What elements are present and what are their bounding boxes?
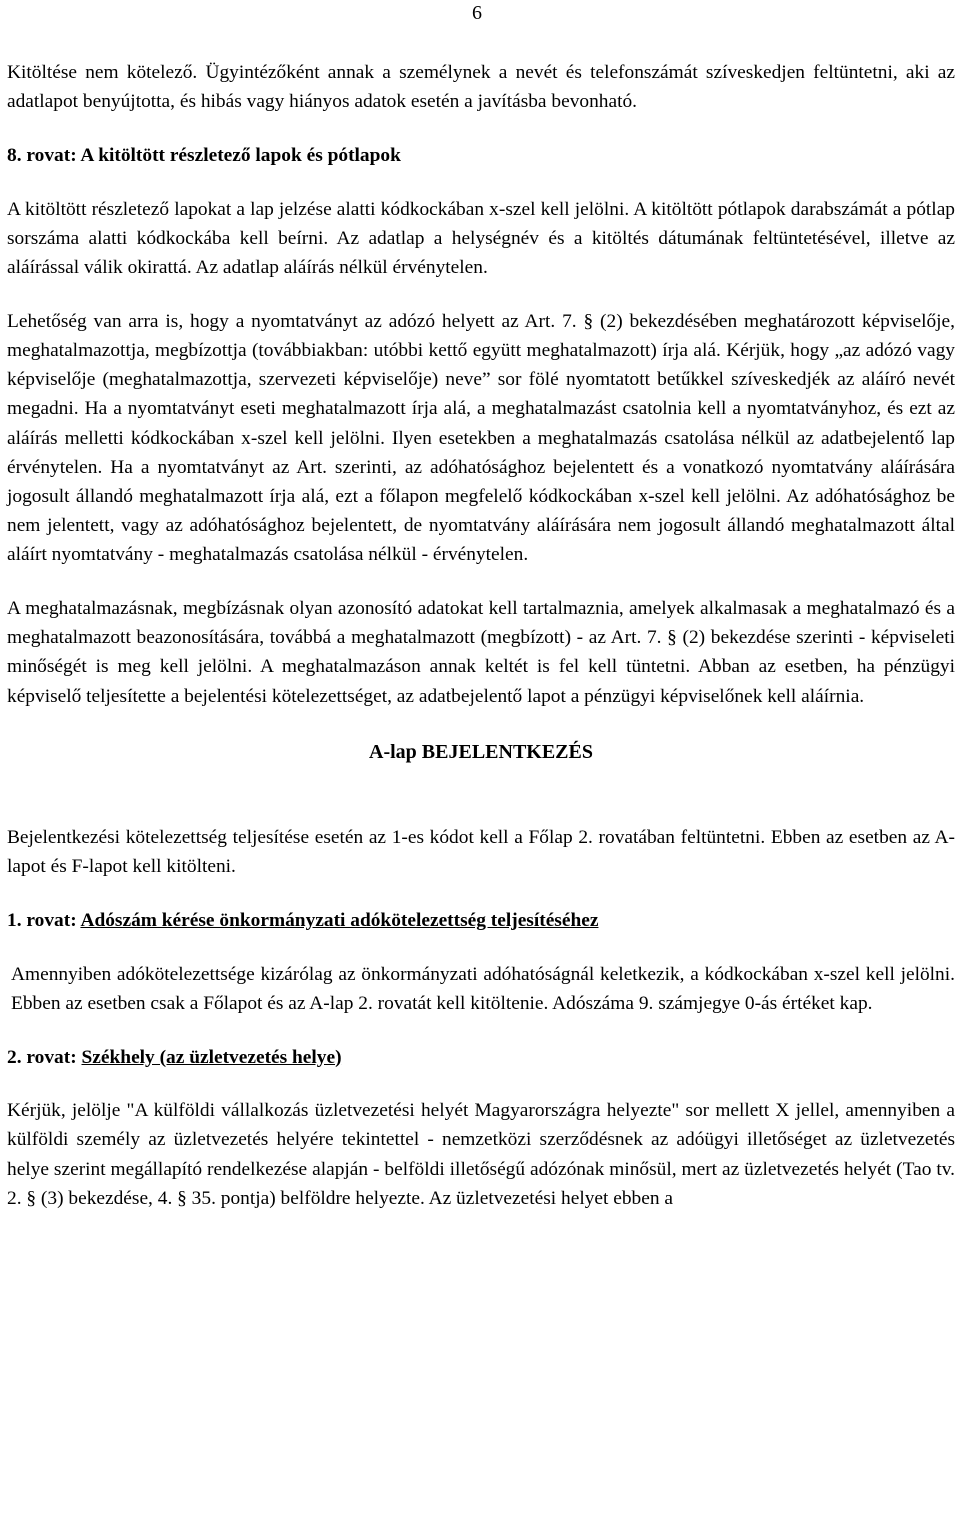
rovat-8-paragraph: A kitöltött részletező lapokat a lap jelzése alatti kódkockában x-szel kell jelölni. A kitöltött pótlapok darabszámát a pótlap sorszáma alatti kódkockába kell beírni. Az adatlap a helységnév és a kitöltés dátumának feltüntetésével, illetve az aláírással válik okirattá. Az adatlap aláírás nélkül érvénytelen. xyxy=(7,198,955,279)
rovat-2-title: Székhely (az üzletvezetés helye) xyxy=(81,1046,342,1068)
page-number: 6 xyxy=(472,2,482,24)
rovat-1-paragraph: Amennyiben adókötelezettsége kizárólag az önkormányzati adóhatóságnál keletkezik, a kódkockában x-szel kell jelölni. Ebben az esetben csak a Főlapot és az A-lap 2. rovatát kell kitöltenie. Adószáma 9. számjegye 0-ás értéket kap. xyxy=(11,963,955,1014)
section-heading-rovat-2 xyxy=(7,1043,955,1072)
rovat-1-prefix: 1. rovat: xyxy=(7,909,81,931)
document-body xyxy=(7,58,955,1238)
rovat-1-title: Adószám kérése önkormányzati adókötelezettség teljesítéséhez xyxy=(80,909,599,931)
a-lap-title: A-lap BEJELENTKEZÉS xyxy=(369,740,593,763)
rovat-2-paragraph: Kérjük, jelölje "A külföldi vállalkozás üzletvezetési helyét Magyarországra helyezte" sor mellett X jellel, amennyiben a külföldi személy az üzletvezetés helyére tekintettel - nemzetközi szerződésnek az adóügyi illetőséget az üzletvezetés helye szerint megállapító rendelkezése alapján - belföldi illetőségű adózónak minősül, mert az üzletvezetés helyét (Tao tv. 2. § (3) bekezdése, 4. § 35. pontja) belföldre helyezte. Az üzletvezetési helyet ebben a xyxy=(7,1100,955,1209)
rovat-2-prefix: 2. rovat: xyxy=(7,1046,82,1068)
section-heading-rovat-8: 8. rovat: A kitöltött részletező lapok és pótlapok xyxy=(7,144,401,166)
lehetoseg-paragraph: Lehetőség van arra is, hogy a nyomtatványt az adózó helyett az Art. 7. § (2) bekezdésében meghatározott képviselője, meghatalmazottja, megbízottja (továbbiakban: utóbbi kettő együtt meghatalmazott) írja alá. Kérjük, hogy „az adózó vagy képviselője (meghatalmazottja, szervezeti képviselője) neve” sor fölé nyomtatott betűkkel szíveskedjék az aláíró nevét megadni. Ha a nyomtatványt eseti meghatalmazott írja alá, a meghatalmazást csatolnia kell a nyomtatványhoz, és ezt az aláírás melletti kódkockában x-szel kell jelölni. Ilyen esetekben a meghatalmazás csatolása nélkül az adatbejelentő lap érvénytelen. Ha a nyomtatványt az Art. szerinti, az adóhatósághoz bejelentett és a vonatkozó nyomtatvány aláírására jogosult állandó meghatalmazott írja alá, ezt a főlapon megfelelő kódkockában x-szel kell jelölni. Az adóhatósághoz be nem jelentett, vagy az adóhatósághoz bejelentett, de nyomtatvány aláírására nem jogosult állandó meghatalmazott által aláírt nyomtatvány - meghatalmazás csatolása nélkül - érvénytelen. xyxy=(7,310,955,566)
section-heading-rovat-1 xyxy=(7,906,955,935)
meghatalmazas-paragraph: A meghatalmazásnak, megbízásnak olyan azonosító adatokat kell tartalmaznia, amelyek alkalmasak a meghatalmazó és a meghatalmazott beazonosítására, továbbá a meghatalmazott (megbízott) - az Art. 7. § (2) bekezdése szerinti - képviseleti minőségét is meg kell jelölni. A meghatalmazáson annak keltét is fel kell tüntetni. Abban az esetben, ha pénzügyi képviselő teljesítette a bejelentési kötelezettséget, az adatbejelentő lapot a pénzügyi képviselőnek kell aláírnia. xyxy=(7,598,955,707)
bejelentkezesi-paragraph: Bejelentkezési kötelezettség teljesítése esetén az 1-es kódot kell a Főlap 2. rovatában feltüntetni. Ebben az esetben az A-lapot és F-lapot kell kitölteni. xyxy=(7,827,955,878)
intro-paragraph: Kitöltése nem kötelező. Ügyintézőként annak a személynek a nevét és telefonszámát szíveskedjen feltüntetni, aki az adatlapot benyújtotta, és hibás vagy hiányos adatok esetén a javításba bevonható. xyxy=(7,62,955,113)
